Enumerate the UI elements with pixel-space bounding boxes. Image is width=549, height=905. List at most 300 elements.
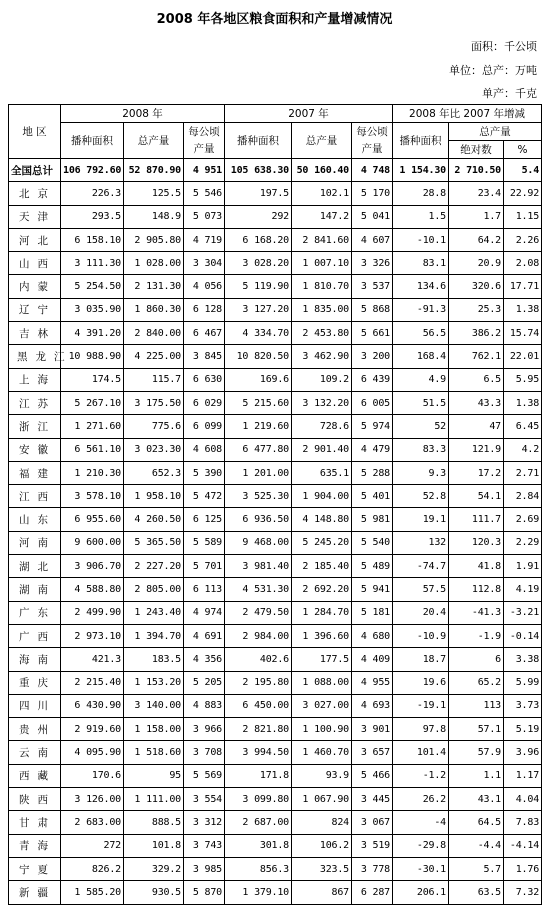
region-cell: 甘肃 [9, 811, 61, 834]
value-cell-o07: 5 245.20 [292, 531, 352, 554]
value-cell-dpct: 22.01 [504, 345, 542, 368]
value-cell-a07: 1 379.10 [225, 881, 292, 904]
value-cell-da: 18.7 [393, 648, 449, 671]
value-cell-p07: 6 005 [352, 391, 393, 414]
value-cell-dabs: 113 [449, 694, 504, 717]
value-cell-p07: 4 680 [352, 624, 393, 647]
value-cell-p08: 4 883 [184, 694, 225, 717]
value-cell-dpct: 7.32 [504, 881, 542, 904]
value-cell-da: 1.5 [393, 205, 449, 228]
value-cell-p07: 5 941 [352, 578, 393, 601]
value-cell-da: 168.4 [393, 345, 449, 368]
value-cell-o08: 4 225.00 [124, 345, 184, 368]
value-cell-da: -74.7 [393, 555, 449, 578]
value-cell-a07: 4 334.70 [225, 322, 292, 345]
value-cell-p07: 3 901 [352, 718, 393, 741]
value-cell-dabs: 25.3 [449, 298, 504, 321]
region-cell: 贵州 [9, 718, 61, 741]
table-row [9, 788, 542, 811]
value-cell-a08: 106 792.60 [61, 159, 124, 182]
value-cell-o07: 323.5 [292, 857, 352, 880]
value-cell-dabs: 5.7 [449, 857, 504, 880]
value-cell-a07: 4 531.30 [225, 578, 292, 601]
region-cell: 辽宁 [9, 298, 61, 321]
header-2007: 2007 年 [225, 105, 393, 123]
value-cell-dpct: -0.14 [504, 624, 542, 647]
value-cell-dabs: 54.1 [449, 485, 504, 508]
value-cell-a08: 3 126.00 [61, 788, 124, 811]
header-percent: % [504, 141, 542, 159]
header-output-2007: 总产量 [292, 123, 352, 159]
value-cell-p07: 3 519 [352, 834, 393, 857]
value-cell-dpct: -3.21 [504, 601, 542, 624]
table-header [9, 105, 542, 159]
value-cell-o08: 3 140.00 [124, 694, 184, 717]
value-cell-o08: 2 905.80 [124, 228, 184, 251]
value-cell-a08: 2 919.60 [61, 718, 124, 741]
value-cell-o08: 652.3 [124, 461, 184, 484]
value-cell-dpct: 3.96 [504, 741, 542, 764]
value-cell-a07: 2 195.80 [225, 671, 292, 694]
value-cell-a08: 174.5 [61, 368, 124, 391]
value-cell-a07: 2 479.50 [225, 601, 292, 624]
value-cell-a07: 3 994.50 [225, 741, 292, 764]
value-cell-a07: 6 477.80 [225, 438, 292, 461]
header-sown-area-2008: 播种面积 [61, 123, 124, 159]
value-cell-dabs: 1.1 [449, 764, 504, 787]
value-cell-p07: 5 489 [352, 555, 393, 578]
value-cell-o07: 147.2 [292, 205, 352, 228]
value-cell-o07: 728.6 [292, 415, 352, 438]
value-cell-p07: 3 778 [352, 857, 393, 880]
value-cell-dpct: 5.4 [504, 159, 542, 182]
unit-per-unit: 单产：千克 [482, 87, 537, 100]
value-cell-dabs: 762.1 [449, 345, 504, 368]
value-cell-o07: 177.5 [292, 648, 352, 671]
value-cell-p08: 5 701 [184, 555, 225, 578]
table-row [9, 415, 542, 438]
value-cell-o07: 2 453.80 [292, 322, 352, 345]
value-cell-dpct: 22.92 [504, 182, 542, 205]
table-row [9, 601, 542, 624]
value-cell-p07: 3 657 [352, 741, 393, 764]
value-cell-o08: 125.5 [124, 182, 184, 205]
value-cell-o08: 52 870.90 [124, 159, 184, 182]
value-cell-a07: 105 638.30 [225, 159, 292, 182]
value-cell-p08: 6 099 [184, 415, 225, 438]
value-cell-a07: 2 984.00 [225, 624, 292, 647]
value-cell-dabs: -1.9 [449, 624, 504, 647]
region-cell: 安徽 [9, 438, 61, 461]
value-cell-p08: 6 029 [184, 391, 225, 414]
value-cell-dabs: 64.5 [449, 811, 504, 834]
value-cell-p08: 4 951 [184, 159, 225, 182]
table-row [9, 298, 542, 321]
value-cell-dabs: 47 [449, 415, 504, 438]
value-cell-p07: 5 868 [352, 298, 393, 321]
value-cell-dpct: 5.99 [504, 671, 542, 694]
value-cell-da: 57.5 [393, 578, 449, 601]
value-cell-p07: 5 974 [352, 415, 393, 438]
value-cell-p07: 6 287 [352, 881, 393, 904]
region-cell: 全国总计 [9, 159, 61, 182]
value-cell-a07: 2 821.80 [225, 718, 292, 741]
value-cell-a08: 1 585.20 [61, 881, 124, 904]
value-cell-da: 1 154.30 [393, 159, 449, 182]
value-cell-o07: 1 284.70 [292, 601, 352, 624]
value-cell-da: 134.6 [393, 275, 449, 298]
value-cell-a07: 6 936.50 [225, 508, 292, 531]
value-cell-da: -29.8 [393, 834, 449, 857]
value-cell-a07: 3 099.80 [225, 788, 292, 811]
table-row [9, 205, 542, 228]
header-change: 2008 年比 2007 年增减 [393, 105, 542, 123]
table-body [9, 159, 542, 905]
region-cell: 海南 [9, 648, 61, 671]
value-cell-p08: 4 691 [184, 624, 225, 647]
header-sown-area-change: 播种面积 [393, 123, 449, 159]
value-cell-dpct: 7.83 [504, 811, 542, 834]
table-row [9, 345, 542, 368]
value-cell-dabs: 20.9 [449, 252, 504, 275]
value-cell-p08: 4 719 [184, 228, 225, 251]
value-cell-o07: 1 088.00 [292, 671, 352, 694]
value-cell-o08: 1 243.40 [124, 601, 184, 624]
value-cell-o08: 148.9 [124, 205, 184, 228]
value-cell-dabs: 23.4 [449, 182, 504, 205]
region-cell: 江西 [9, 485, 61, 508]
value-cell-dpct: 17.71 [504, 275, 542, 298]
value-cell-o07: 1 904.00 [292, 485, 352, 508]
value-cell-p07: 5 170 [352, 182, 393, 205]
value-cell-dabs: 111.7 [449, 508, 504, 531]
value-cell-o08: 2 227.20 [124, 555, 184, 578]
region-cell: 湖南 [9, 578, 61, 601]
value-cell-a07: 5 119.90 [225, 275, 292, 298]
value-cell-dpct: 2.71 [504, 461, 542, 484]
value-cell-p07: 5 540 [352, 531, 393, 554]
value-cell-dpct: 2.26 [504, 228, 542, 251]
value-cell-a08: 2 499.90 [61, 601, 124, 624]
value-cell-a08: 6 430.90 [61, 694, 124, 717]
value-cell-da: 26.2 [393, 788, 449, 811]
value-cell-o07: 2 692.20 [292, 578, 352, 601]
value-cell-a08: 6 561.10 [61, 438, 124, 461]
value-cell-dabs: 65.2 [449, 671, 504, 694]
value-cell-dabs: 64.2 [449, 228, 504, 251]
region-cell: 上海 [9, 368, 61, 391]
value-cell-dpct: 15.74 [504, 322, 542, 345]
region-cell: 西藏 [9, 764, 61, 787]
value-cell-a08: 1 271.60 [61, 415, 124, 438]
value-cell-p08: 3 304 [184, 252, 225, 275]
value-cell-dabs: 17.2 [449, 461, 504, 484]
value-cell-a08: 1 210.30 [61, 461, 124, 484]
value-cell-a08: 2 973.10 [61, 624, 124, 647]
value-cell-a08: 421.3 [61, 648, 124, 671]
value-cell-o08: 888.5 [124, 811, 184, 834]
value-cell-a08: 6 955.60 [61, 508, 124, 531]
region-cell: 宁夏 [9, 857, 61, 880]
unit-output: 单位：总产：万吨 [449, 64, 537, 77]
value-cell-p08: 3 312 [184, 811, 225, 834]
value-cell-a07: 171.8 [225, 764, 292, 787]
table-row [9, 718, 542, 741]
value-cell-da: 83.3 [393, 438, 449, 461]
value-cell-a08: 3 578.10 [61, 485, 124, 508]
table-row [9, 811, 542, 834]
value-cell-o07: 50 160.40 [292, 159, 352, 182]
value-cell-p08: 5 546 [184, 182, 225, 205]
table-row [9, 741, 542, 764]
value-cell-a08: 826.2 [61, 857, 124, 880]
value-cell-p08: 3 985 [184, 857, 225, 880]
value-cell-da: -10.9 [393, 624, 449, 647]
value-cell-p08: 6 128 [184, 298, 225, 321]
region-cell: 江苏 [9, 391, 61, 414]
value-cell-o07: 1 067.90 [292, 788, 352, 811]
table-row [9, 624, 542, 647]
value-cell-a08: 4 095.90 [61, 741, 124, 764]
value-cell-dabs: 63.5 [449, 881, 504, 904]
value-cell-o08: 4 260.50 [124, 508, 184, 531]
value-cell-o08: 2 805.00 [124, 578, 184, 601]
value-cell-a08: 4 588.80 [61, 578, 124, 601]
value-cell-da: 101.4 [393, 741, 449, 764]
value-cell-da: -91.3 [393, 298, 449, 321]
table-row [9, 322, 542, 345]
value-cell-dpct: 4.2 [504, 438, 542, 461]
value-cell-da: 83.1 [393, 252, 449, 275]
region-cell: 青海 [9, 834, 61, 857]
value-cell-dabs: 121.9 [449, 438, 504, 461]
value-cell-a07: 1 201.00 [225, 461, 292, 484]
value-cell-dpct: 1.76 [504, 857, 542, 880]
value-cell-da: 97.8 [393, 718, 449, 741]
value-cell-a08: 3 906.70 [61, 555, 124, 578]
value-cell-o07: 2 901.40 [292, 438, 352, 461]
value-cell-a08: 2 683.00 [61, 811, 124, 834]
value-cell-p08: 6 467 [184, 322, 225, 345]
value-cell-da: 4.9 [393, 368, 449, 391]
region-cell: 山东 [9, 508, 61, 531]
region-cell: 内蒙 [9, 275, 61, 298]
value-cell-a07: 6 168.20 [225, 228, 292, 251]
value-cell-o08: 101.8 [124, 834, 184, 857]
table-row-total [9, 159, 542, 182]
value-cell-p08: 4 056 [184, 275, 225, 298]
value-cell-p07: 4 955 [352, 671, 393, 694]
value-cell-a07: 856.3 [225, 857, 292, 880]
value-cell-o07: 1 835.00 [292, 298, 352, 321]
header-per-ha-2008: 每公顷产量 [184, 123, 225, 159]
value-cell-a08: 6 158.10 [61, 228, 124, 251]
value-cell-a07: 169.6 [225, 368, 292, 391]
value-cell-o07: 93.9 [292, 764, 352, 787]
value-cell-dabs: 120.3 [449, 531, 504, 554]
value-cell-p08: 4 608 [184, 438, 225, 461]
region-cell: 重庆 [9, 671, 61, 694]
value-cell-da: 20.4 [393, 601, 449, 624]
value-cell-o07: 867 [292, 881, 352, 904]
table-row [9, 275, 542, 298]
value-cell-o07: 1 460.70 [292, 741, 352, 764]
table-row [9, 252, 542, 275]
value-cell-o07: 1 810.70 [292, 275, 352, 298]
value-cell-da: 28.8 [393, 182, 449, 205]
value-cell-a07: 197.5 [225, 182, 292, 205]
value-cell-o07: 1 396.60 [292, 624, 352, 647]
value-cell-o08: 115.7 [124, 368, 184, 391]
header-absolute: 绝对数 [449, 141, 504, 159]
value-cell-da: 51.5 [393, 391, 449, 414]
value-cell-da: -1.2 [393, 764, 449, 787]
value-cell-o08: 3 175.50 [124, 391, 184, 414]
table-row [9, 485, 542, 508]
value-cell-da: -19.1 [393, 694, 449, 717]
value-cell-p07: 3 445 [352, 788, 393, 811]
value-cell-dabs: 112.8 [449, 578, 504, 601]
table-row [9, 391, 542, 414]
value-cell-a07: 3 127.20 [225, 298, 292, 321]
region-cell: 云南 [9, 741, 61, 764]
value-cell-p07: 4 479 [352, 438, 393, 461]
value-cell-a07: 10 820.50 [225, 345, 292, 368]
value-cell-p08: 5 589 [184, 531, 225, 554]
value-cell-dpct: 3.38 [504, 648, 542, 671]
value-cell-da: -4 [393, 811, 449, 834]
value-cell-dpct: 2.08 [504, 252, 542, 275]
region-cell: 广东 [9, 601, 61, 624]
value-cell-a07: 9 468.00 [225, 531, 292, 554]
header-region: 地 区 [9, 105, 61, 159]
value-cell-a08: 226.3 [61, 182, 124, 205]
value-cell-dpct: 1.15 [504, 205, 542, 228]
value-cell-p07: 5 288 [352, 461, 393, 484]
table-row [9, 461, 542, 484]
value-cell-p08: 4 974 [184, 601, 225, 624]
table-row [9, 648, 542, 671]
value-cell-a08: 4 391.20 [61, 322, 124, 345]
table-row [9, 834, 542, 857]
region-cell: 四川 [9, 694, 61, 717]
value-cell-a08: 2 215.40 [61, 671, 124, 694]
value-cell-o08: 1 518.60 [124, 741, 184, 764]
page-title: 2008 年各地区粮食面积和产量增减情况 [156, 12, 393, 27]
value-cell-a08: 10 988.90 [61, 345, 124, 368]
value-cell-o08: 95 [124, 764, 184, 787]
value-cell-dabs: 6 [449, 648, 504, 671]
table-row [9, 182, 542, 205]
value-cell-dpct: -4.14 [504, 834, 542, 857]
value-cell-p08: 5 870 [184, 881, 225, 904]
value-cell-p07: 3 200 [352, 345, 393, 368]
value-cell-p07: 5 466 [352, 764, 393, 787]
value-cell-p08: 5 073 [184, 205, 225, 228]
value-cell-o08: 2 131.30 [124, 275, 184, 298]
value-cell-p07: 3 537 [352, 275, 393, 298]
value-cell-o08: 1 958.10 [124, 485, 184, 508]
value-cell-dpct: 2.84 [504, 485, 542, 508]
value-cell-o07: 1 007.10 [292, 252, 352, 275]
value-cell-p07: 5 041 [352, 205, 393, 228]
value-cell-dabs: 57.1 [449, 718, 504, 741]
value-cell-p08: 3 554 [184, 788, 225, 811]
value-cell-dabs: 2 710.50 [449, 159, 504, 182]
table-row [9, 694, 542, 717]
value-cell-o07: 3 132.20 [292, 391, 352, 414]
value-cell-a07: 402.6 [225, 648, 292, 671]
value-cell-da: 19.6 [393, 671, 449, 694]
value-cell-a08: 170.6 [61, 764, 124, 787]
region-cell: 黑龙江 [9, 345, 61, 368]
table-row [9, 881, 542, 904]
value-cell-da: 132 [393, 531, 449, 554]
header-2008: 2008 年 [61, 105, 225, 123]
value-cell-o08: 329.2 [124, 857, 184, 880]
value-cell-a07: 6 450.00 [225, 694, 292, 717]
region-cell: 福建 [9, 461, 61, 484]
value-cell-a07: 301.8 [225, 834, 292, 857]
table-row [9, 671, 542, 694]
table-row [9, 857, 542, 880]
value-cell-dabs: 1.7 [449, 205, 504, 228]
value-cell-p07: 4 409 [352, 648, 393, 671]
value-cell-p08: 5 205 [184, 671, 225, 694]
value-cell-p07: 5 661 [352, 322, 393, 345]
unit-area: 面积：千公顷 [471, 40, 537, 53]
value-cell-o08: 775.6 [124, 415, 184, 438]
header-sown-area-2007: 播种面积 [225, 123, 292, 159]
value-cell-dpct: 2.29 [504, 531, 542, 554]
value-cell-a07: 5 215.60 [225, 391, 292, 414]
table-row [9, 555, 542, 578]
value-cell-dpct: 1.91 [504, 555, 542, 578]
value-cell-dpct: 4.19 [504, 578, 542, 601]
value-cell-da: 19.1 [393, 508, 449, 531]
header-per-ha-2007: 每公顷产量 [352, 123, 393, 159]
value-cell-p08: 6 125 [184, 508, 225, 531]
region-cell: 广西 [9, 624, 61, 647]
value-cell-dpct: 2.69 [504, 508, 542, 531]
value-cell-p07: 3 326 [352, 252, 393, 275]
value-cell-dpct: 4.04 [504, 788, 542, 811]
value-cell-o07: 2 841.60 [292, 228, 352, 251]
region-cell: 新疆 [9, 881, 61, 904]
value-cell-o07: 824 [292, 811, 352, 834]
region-cell: 陕西 [9, 788, 61, 811]
value-cell-a08: 272 [61, 834, 124, 857]
value-cell-o08: 3 023.30 [124, 438, 184, 461]
value-cell-a08: 5 254.50 [61, 275, 124, 298]
value-cell-o07: 2 185.40 [292, 555, 352, 578]
value-cell-p08: 3 966 [184, 718, 225, 741]
grain-table [8, 104, 542, 905]
value-cell-dabs: 43.3 [449, 391, 504, 414]
value-cell-dpct: 3.73 [504, 694, 542, 717]
region-cell: 北京 [9, 182, 61, 205]
value-cell-dpct: 1.38 [504, 391, 542, 414]
table-row [9, 368, 542, 391]
value-cell-o08: 1 153.20 [124, 671, 184, 694]
value-cell-da: 52.8 [393, 485, 449, 508]
value-cell-p08: 5 472 [184, 485, 225, 508]
value-cell-a07: 2 687.00 [225, 811, 292, 834]
value-cell-o07: 1 100.90 [292, 718, 352, 741]
table-row [9, 531, 542, 554]
value-cell-o07: 109.2 [292, 368, 352, 391]
value-cell-p07: 5 401 [352, 485, 393, 508]
